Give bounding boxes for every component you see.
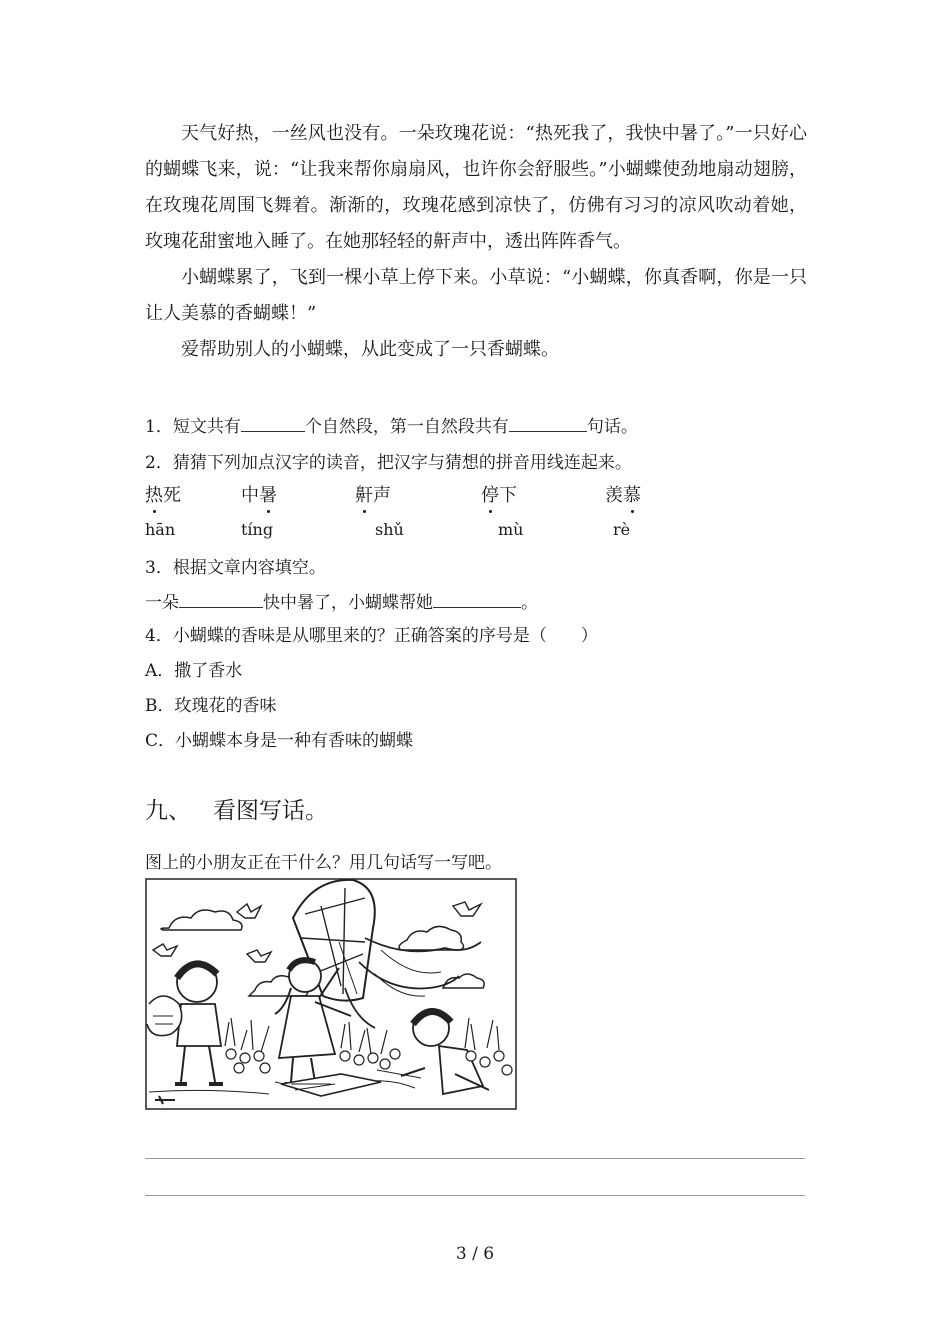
answer-blank-paragraph-count[interactable] [241, 431, 305, 432]
pinyin-1[interactable]: hān [145, 520, 176, 539]
option-c[interactable]: C．小蝴蝶本身是一种有香味的蝴蝶 [145, 731, 414, 751]
question-3-text-b: 快中暑了，小蝴蝶帮她 [263, 593, 433, 613]
writing-line-2[interactable] [145, 1195, 805, 1196]
answer-blank-flower[interactable] [179, 607, 263, 608]
question-1 [145, 412, 638, 437]
dotted-word-2[interactable]: 中暑 [241, 481, 277, 507]
question-4: 4．小蝴蝶的香味是从哪里来的？正确答案的序号是（ ） [145, 626, 598, 646]
option-a[interactable]: A．撒了香水 [145, 661, 243, 681]
pinyin-4[interactable]: mù [498, 520, 524, 539]
question-1-text-a: 1．短文共有 [145, 417, 241, 437]
dotted-word-3[interactable]: 鼾声 [355, 481, 391, 507]
writing-line-1[interactable] [145, 1158, 805, 1159]
passage-paragraph-1: 天气好热，一丝风也没有。一朵玫瑰花说：“热死我了，我快中暑了。”一只好心的蝴蝶飞来，说：“让我来帮你扇扇风，也许你会舒服些。”小蝴蝶使劲地扇动翅膀，在玫瑰花周围飞舞着。渐渐的，玫瑰花感到凉快了，仿佛有习习的凉风吹动着她，玫瑰花甜蜜地入睡了。在她那轻轻的鼾声中，透出阵阵香气。 [145, 123, 807, 252]
reading-passage [145, 116, 807, 368]
question-3: 3．根据文章内容填空。 [145, 558, 326, 578]
pinyin-5[interactable]: rè [613, 520, 631, 539]
pinyin-3[interactable]: shǔ [375, 520, 404, 539]
dotted-word-4[interactable]: 停下 [481, 481, 517, 507]
question-2: 2．猜猜下列加点汉字的读音，把汉字与猜想的拼音用线连起来。 [145, 453, 632, 473]
option-b[interactable]: B．玫瑰花的香味 [145, 696, 277, 716]
pinyin-2[interactable]: tíng [241, 520, 274, 539]
question-3-text-c: 。 [521, 593, 538, 613]
page-number: 3 / 6 [455, 1244, 495, 1264]
passage-paragraph-3: 爱帮助别人的小蝴蝶，从此变成了一只香蝴蝶。 [181, 339, 559, 360]
section-number: 九、 [145, 798, 191, 824]
question-1-text-c: 句话。 [586, 417, 638, 437]
section-9-heading [145, 792, 328, 825]
question-3-text-a: 一朵 [145, 593, 179, 613]
section-9-prompt: 图上的小朋友正在干什么？用几句话写一写吧。 [145, 853, 502, 873]
dotted-word-1[interactable]: 热死 [145, 481, 181, 507]
section-title: 看图写话。 [213, 798, 328, 824]
answer-blank-sentence-count[interactable] [509, 431, 587, 432]
passage-paragraph-2: 小蝴蝶累了，飞到一棵小草上停下来。小草说：“小蝴蝶，你真香啊，你是一只让人美慕的香蝴蝶！” [145, 267, 807, 324]
question-1-text-b: 个自然段，第一自然段共有 [304, 417, 509, 437]
question-3-fill [145, 588, 538, 613]
kite-flying-illustration [145, 878, 517, 1110]
answer-blank-help[interactable] [433, 607, 521, 608]
dotted-word-5[interactable]: 羡慕 [605, 481, 641, 507]
